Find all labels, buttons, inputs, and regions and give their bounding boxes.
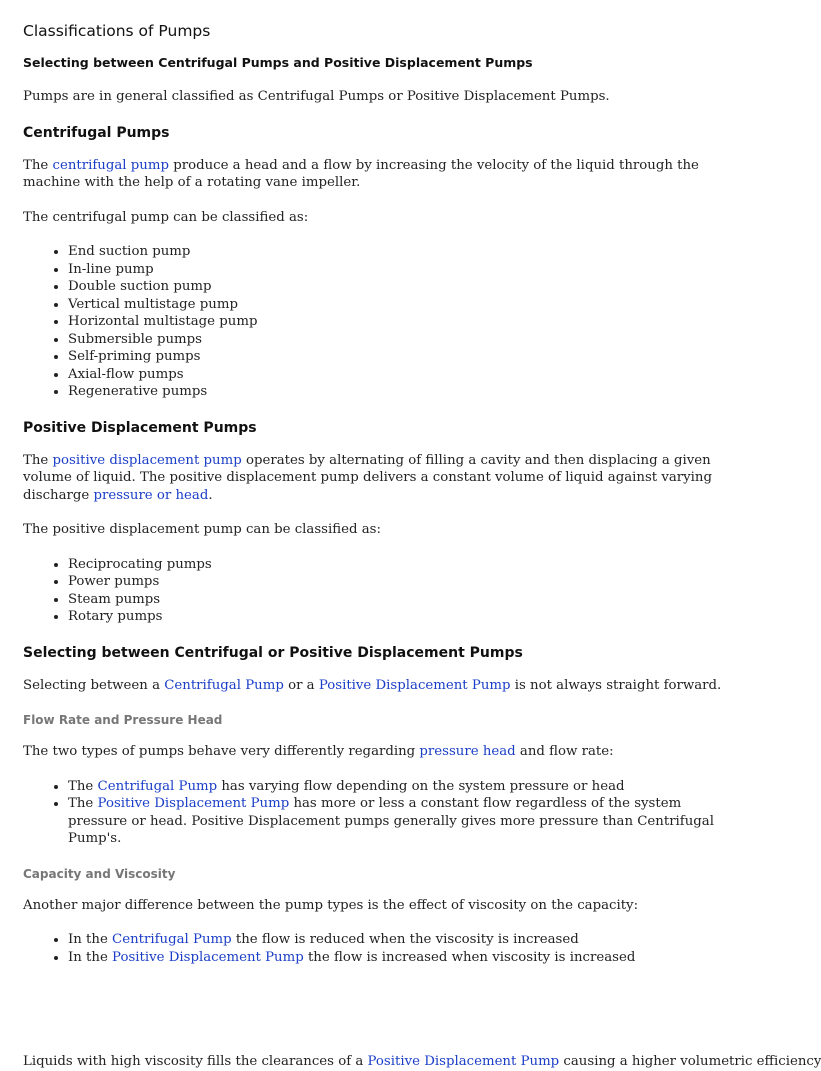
list-item: • Regenerative pumps — [68, 383, 742, 401]
page-title: Classifications of Pumps — [23, 22, 211, 40]
positive-displacement-pump-link[interactable]: positive displacement pump — [52, 452, 242, 468]
text: produce a head and a flow by increasing the velocity of the liquid through the machine with the help of a rotating vane impeller. — [23, 157, 699, 190]
text: is not always straight forward. — [510, 677, 722, 693]
text: . — [208, 487, 213, 503]
centrifugal-classified-text: The centrifugal pump can be classified as: — [23, 209, 309, 225]
centrifugal-types-list — [23, 243, 742, 401]
flow-rate-paragraph — [23, 743, 742, 761]
text: The — [23, 157, 53, 173]
text: or a — [283, 677, 319, 693]
list-item: • End suction pump — [68, 243, 742, 261]
text: In the — [68, 949, 113, 965]
text: the flow is reduced when the viscosity is increased — [231, 932, 579, 947]
flow-rate-list — [23, 778, 742, 848]
text: the flow is increased when viscosity is increased — [303, 949, 636, 965]
positive-displacement-pump-link[interactable]: Positive Displacement Pump — [112, 949, 304, 965]
capacity-viscosity-heading: Capacity and Viscosity — [23, 866, 176, 881]
centrifugal-pump-link[interactable]: Centrifugal Pump — [164, 677, 284, 693]
centrifugal-pump-link[interactable]: Centrifugal Pump — [112, 932, 232, 947]
positive-displacement-pump-link[interactable]: Positive Displacement Pump — [97, 796, 290, 811]
list-item: • Double suction pump — [68, 278, 742, 296]
text: has more or less a constant flow regardless of the system pressure or head. Positive Displacement pumps generally gives more pressure than Centrifugal Pump's. — [68, 796, 714, 846]
text: The two types of pumps behave very differently regarding — [23, 744, 420, 759]
list-item: • Steam pumps — [68, 591, 742, 609]
spacer — [23, 983, 742, 1053]
list-item: • Submersible pumps — [68, 331, 742, 349]
positive-displacement-pump-link[interactable]: Positive Displacement Pump — [367, 1054, 560, 1069]
text: Selecting between a — [23, 677, 165, 693]
positive-heading: Positive Displacement Pumps — [23, 419, 257, 436]
list-item: • Vertical multistage pump — [68, 296, 742, 314]
text: The — [68, 796, 98, 811]
list-item: • Horizontal multistage pump — [68, 313, 742, 331]
positive-classified-text: The positive displacement pump can be classified as: — [23, 522, 381, 537]
pressure-or-head-link[interactable]: pressure or head — [93, 487, 209, 503]
positive-paragraph — [23, 452, 742, 505]
centrifugal-paragraph — [23, 157, 742, 192]
text: In the — [68, 932, 113, 947]
flow-rate-heading: Flow Rate and Pressure Head — [23, 713, 223, 727]
list-item — [68, 795, 742, 848]
list-item: • Axial-flow pumps — [68, 366, 742, 384]
list-item — [68, 778, 742, 796]
list-item — [68, 949, 742, 967]
text: causing a higher volumetric efficiency — [559, 1054, 821, 1069]
text: and flow rate: — [515, 744, 614, 759]
list-item: • In-line pump — [68, 261, 742, 279]
selecting-paragraph — [23, 677, 742, 695]
text: has varying flow depending on the system pressure or head — [217, 778, 625, 794]
list-item — [68, 931, 742, 949]
positive-displacement-pump-link[interactable]: Positive Displacement Pump — [318, 677, 511, 693]
text: Liquids with high viscosity fills the clearances of a — [23, 1054, 368, 1069]
capacity-list — [23, 931, 742, 966]
list-item: • Power pumps — [68, 573, 742, 591]
text: The — [68, 778, 98, 794]
selecting-heading: Selecting between Centrifugal or Positive Displacement Pumps — [23, 644, 523, 661]
centrifugal-heading: Centrifugal Pumps — [23, 124, 170, 141]
centrifugal-pump-link[interactable]: centrifugal pump — [52, 157, 169, 173]
list-item: • Rotary pumps — [68, 608, 742, 626]
cutoff-paragraph — [23, 1053, 821, 1071]
page-subtitle: Selecting between Centrifugal Pumps and Positive Displacement Pumps — [23, 55, 533, 70]
intro-paragraph: Pumps are in general classified as Centrifugal Pumps or Positive Displacement Pumps. — [23, 89, 610, 104]
list-item: • Reciprocating pumps — [68, 556, 742, 574]
capacity-paragraph: Another major difference between the pump types is the effect of viscosity on the capacity: — [23, 897, 639, 913]
positive-types-list — [23, 556, 742, 626]
text: operates by alternating of filling a cavity and then displacing a given volume of liquid. The positive displacement pump delivers a constant volume of liquid against varying discharge — [23, 452, 712, 503]
pressure-head-link[interactable]: pressure head — [419, 744, 516, 759]
text: The — [23, 452, 53, 468]
list-item: • Self-priming pumps — [68, 348, 742, 366]
centrifugal-pump-link[interactable]: Centrifugal Pump — [97, 778, 218, 794]
